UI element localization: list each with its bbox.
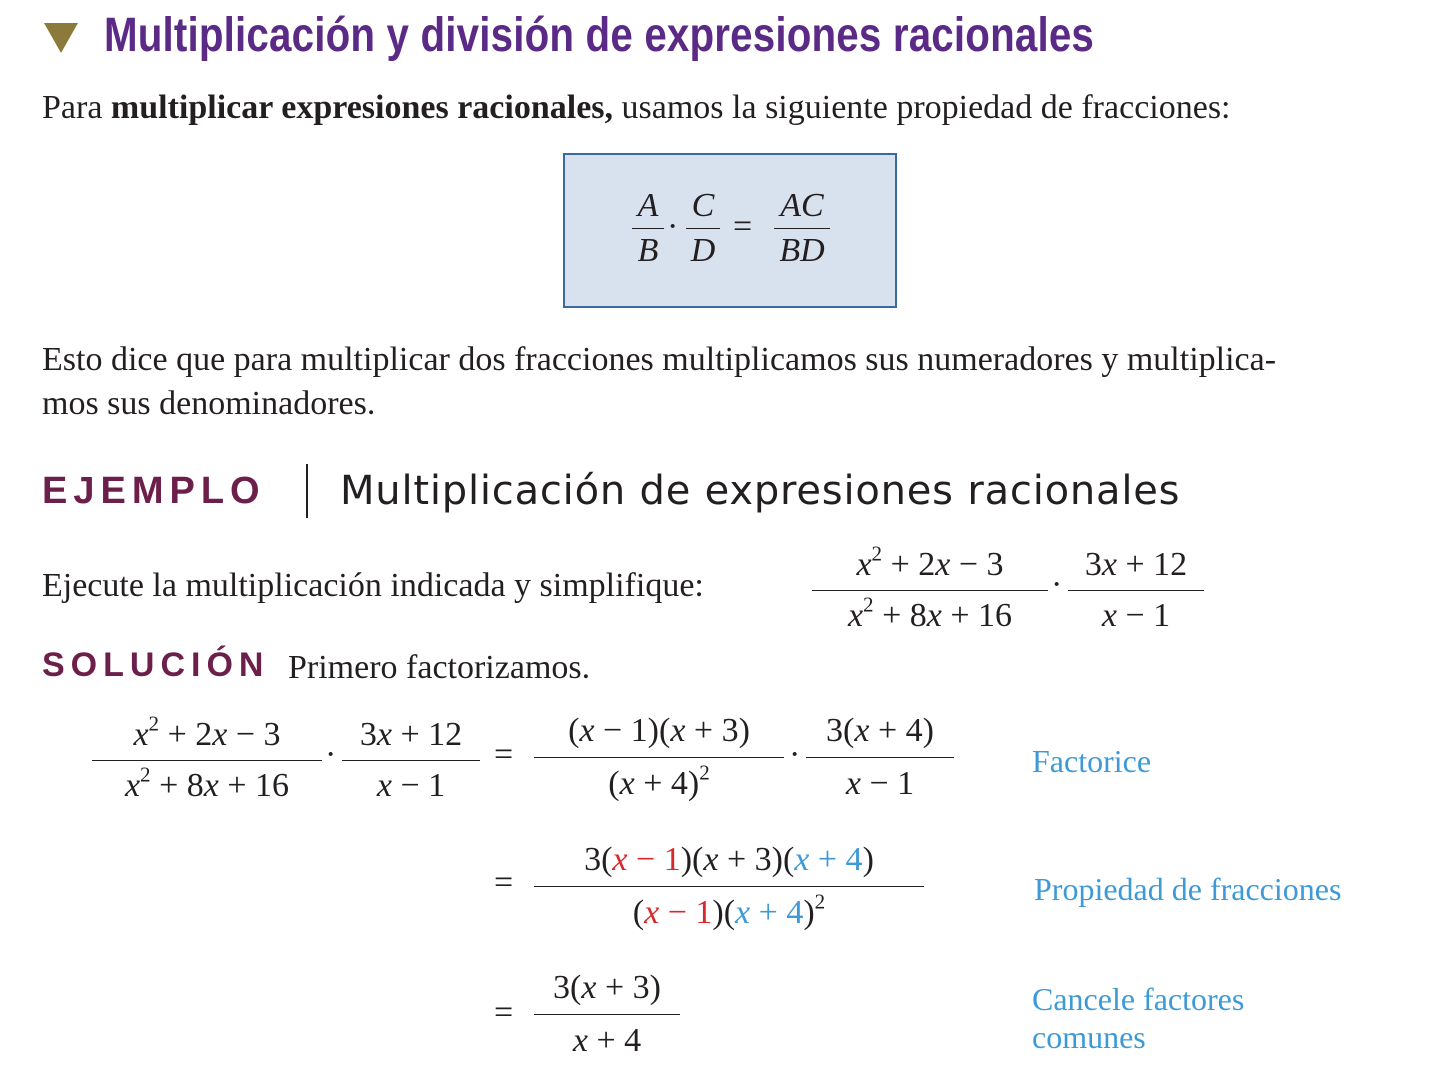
multiply-dot: · xyxy=(667,208,679,245)
example-label: EJEMPLO xyxy=(42,470,266,512)
equals-sign: = xyxy=(494,994,514,1031)
numerator: 3x + 12 xyxy=(359,716,463,753)
equals-sign: = xyxy=(494,736,514,773)
denominator: B xyxy=(637,232,659,269)
intro-prefix: Para xyxy=(42,89,111,126)
step3-fraction xyxy=(534,962,680,1067)
step1-note: Factorice xyxy=(1032,743,1152,779)
triangle-bullet-icon xyxy=(44,23,78,53)
step3-note-line-1: Cancele factores xyxy=(1032,981,1245,1017)
prompt-fraction-1 xyxy=(812,540,1048,641)
step1-rhs-fraction-1 xyxy=(534,705,784,810)
step1-rhs-fraction-2 xyxy=(806,705,954,810)
prompt-fraction-2 xyxy=(1068,540,1204,641)
explanation-line-1: Esto dice que para multiplicar dos fracciones multiplicamos sus numeradores y multiplica- xyxy=(42,341,1277,378)
numerator: C xyxy=(691,187,715,224)
numerator: $x^2 + 2x - 3$ xyxy=(133,711,281,753)
step3-note-line-2: comunes xyxy=(1032,1019,1146,1055)
property-fraction-c-d xyxy=(686,184,720,273)
multiply-dot: · xyxy=(1051,566,1063,603)
denominator: BD xyxy=(779,232,825,269)
denominator: $x^2 + 8x + 16$ xyxy=(847,592,1013,634)
property-box xyxy=(563,153,897,308)
denominator: $(x + 4)^2$ xyxy=(608,760,710,802)
denominator: x + 4 xyxy=(572,1022,642,1059)
example-divider xyxy=(306,464,308,518)
intro-suffix: usamos la siguiente propiedad de fracciones: xyxy=(613,89,1231,126)
example-title: Multiplicación de expresiones racionales xyxy=(340,468,1181,514)
denominator: x − 1 xyxy=(845,765,915,802)
denominator: $(x - 1)(x + 4)^2$ xyxy=(632,889,826,931)
equals-sign: = xyxy=(733,208,753,245)
section-title: Multiplicación y división de expresiones racionales xyxy=(104,9,1095,62)
numerator: $x^2 + 2x - 3$ xyxy=(856,541,1004,583)
step1-lhs-fraction-1 xyxy=(92,710,322,811)
step2-fraction xyxy=(534,834,924,939)
multiply-dot: · xyxy=(325,736,337,773)
denominator: D xyxy=(690,232,716,269)
numerator: AC xyxy=(780,187,824,224)
numerator: 3x + 12 xyxy=(1084,546,1188,583)
numerator: 3(x + 4) xyxy=(826,712,934,749)
denominator: $x^2 + 8x + 16$ xyxy=(124,762,290,804)
numerator: 3(x + 3) xyxy=(553,969,661,1006)
equals-sign: = xyxy=(494,864,514,901)
intro-bold-term: multiplicar expresiones racionales, xyxy=(110,89,614,126)
example-prompt: Ejecute la multiplicación indicada y simplifique: xyxy=(42,567,704,604)
multiply-dot: · xyxy=(789,736,801,773)
intro-paragraph xyxy=(42,86,1231,130)
numerator: 3(x − 1)(x + 3)(x + 4) xyxy=(584,841,874,878)
numerator: (x − 1)(x + 3) xyxy=(568,712,750,749)
section-heading xyxy=(44,8,1283,63)
property-fraction-a-b xyxy=(632,184,664,273)
denominator: x − 1 xyxy=(1101,597,1171,634)
property-fraction-ac-bd xyxy=(774,184,830,273)
explanation-line-2: mos sus denominadores. xyxy=(42,385,376,422)
numerator: A xyxy=(637,187,659,224)
step1-lhs-fraction-2 xyxy=(342,710,480,811)
solution-intro: Primero factorizamos. xyxy=(288,649,591,686)
step2-note: Propiedad de fracciones xyxy=(1034,871,1342,907)
denominator: x − 1 xyxy=(376,767,446,804)
solution-label: SOLUCIÓN xyxy=(42,646,270,684)
